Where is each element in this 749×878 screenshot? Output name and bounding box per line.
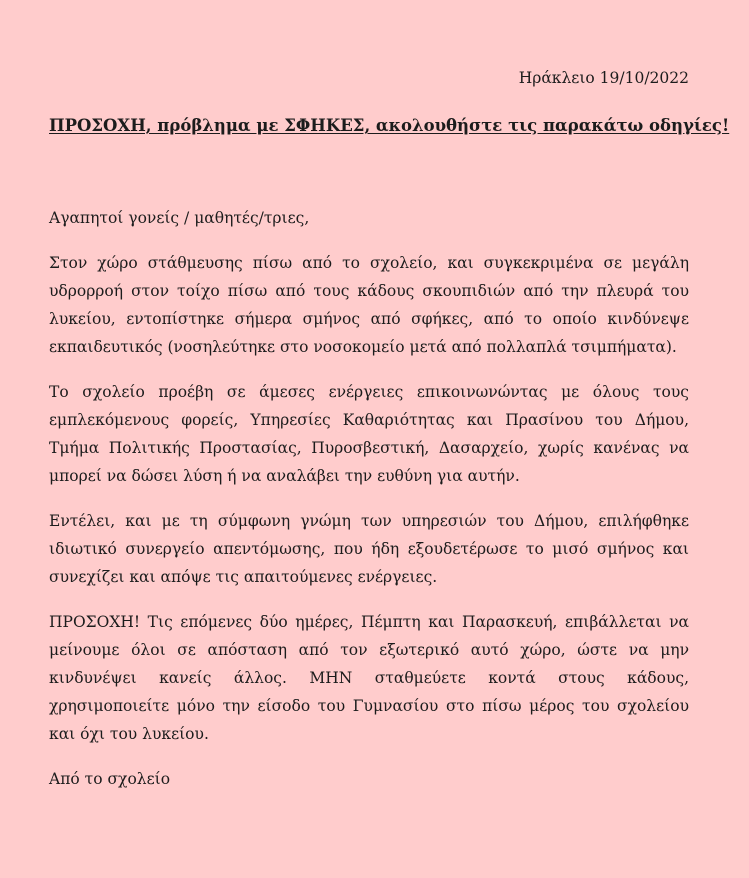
paragraph-warning: ΠΡΟΣΟΧΗ! Τις επόμενες δύο ημέρες, Πέμπτη και Παρασκευή, επιβάλλεται να μείνουμε όλοι σε απόσταση από τον εξωτερικό αυτό χώρο, ώστε να μην κινδυνέψει κανείς άλλος. ΜΗΝ σταθμεύετε κοντά στους κάδους, χρησιμοποιείτε μόνο την είσοδο του Γυμνασίου στο πίσω μέρος του σχολείου και όχι του λυκείου. xyxy=(49,613,689,743)
letter-heading: ΠΡΟΣΟΧΗ, πρόβλημα με ΣΦΗΚΕΣ, ακολουθήστε τις παρακάτω οδηγίες! xyxy=(49,116,730,135)
date-line: Ηράκλειο 19/10/2022 xyxy=(518,69,689,87)
letter-body xyxy=(49,204,689,793)
paragraph-extermination: Εντέλει, και με τη σύμφωνη γνώμη των υπηρεσιών του Δήμου, επιλήφθηκε ιδιωτικό συνεργείο απεντόμωσης, που ήδη εξουδετέρωσε το μισό σμήνος και συνεχίζει και απόψε τις απαιτούμενες ενέργειες. xyxy=(49,512,689,586)
paragraph-actions: Το σχολείο προέβη σε άμεσες ενέργειες επικοινωνώντας με όλους τους εμπλεκόμενους φορείς, Υπηρεσίες Καθαριότητας και Πρασίνου του Δήμου, Τμήμα Πολιτικής Προστασίας, Πυροσβεστική, Δασαρχείο, χωρίς κανένας να μπορεί να δώσει λύση ή να αναλάβει την ευθύνη για αυτήν. xyxy=(49,383,689,485)
paragraph-location: Στον χώρο στάθμευσης πίσω από το σχολείο, και συγκεκριμένα σε μεγάλη υδρορροή στον τοίχο πίσω από τους κάδους σκουπιδιών από την πλευρά του λυκείου, εντοπίστηκε σήμερα σμήνος από σφήκες, από το οποίο κινδύνεψε εκπαιδευτικός (νοσηλεύτηκε στο νοσοκομείο μετά από πολλαπλά τσιμπήματα). xyxy=(49,254,689,356)
greeting: Αγαπητοί γονείς / μαθητές/τριες, xyxy=(49,209,310,227)
signoff: Από το σχολείο xyxy=(49,770,171,788)
